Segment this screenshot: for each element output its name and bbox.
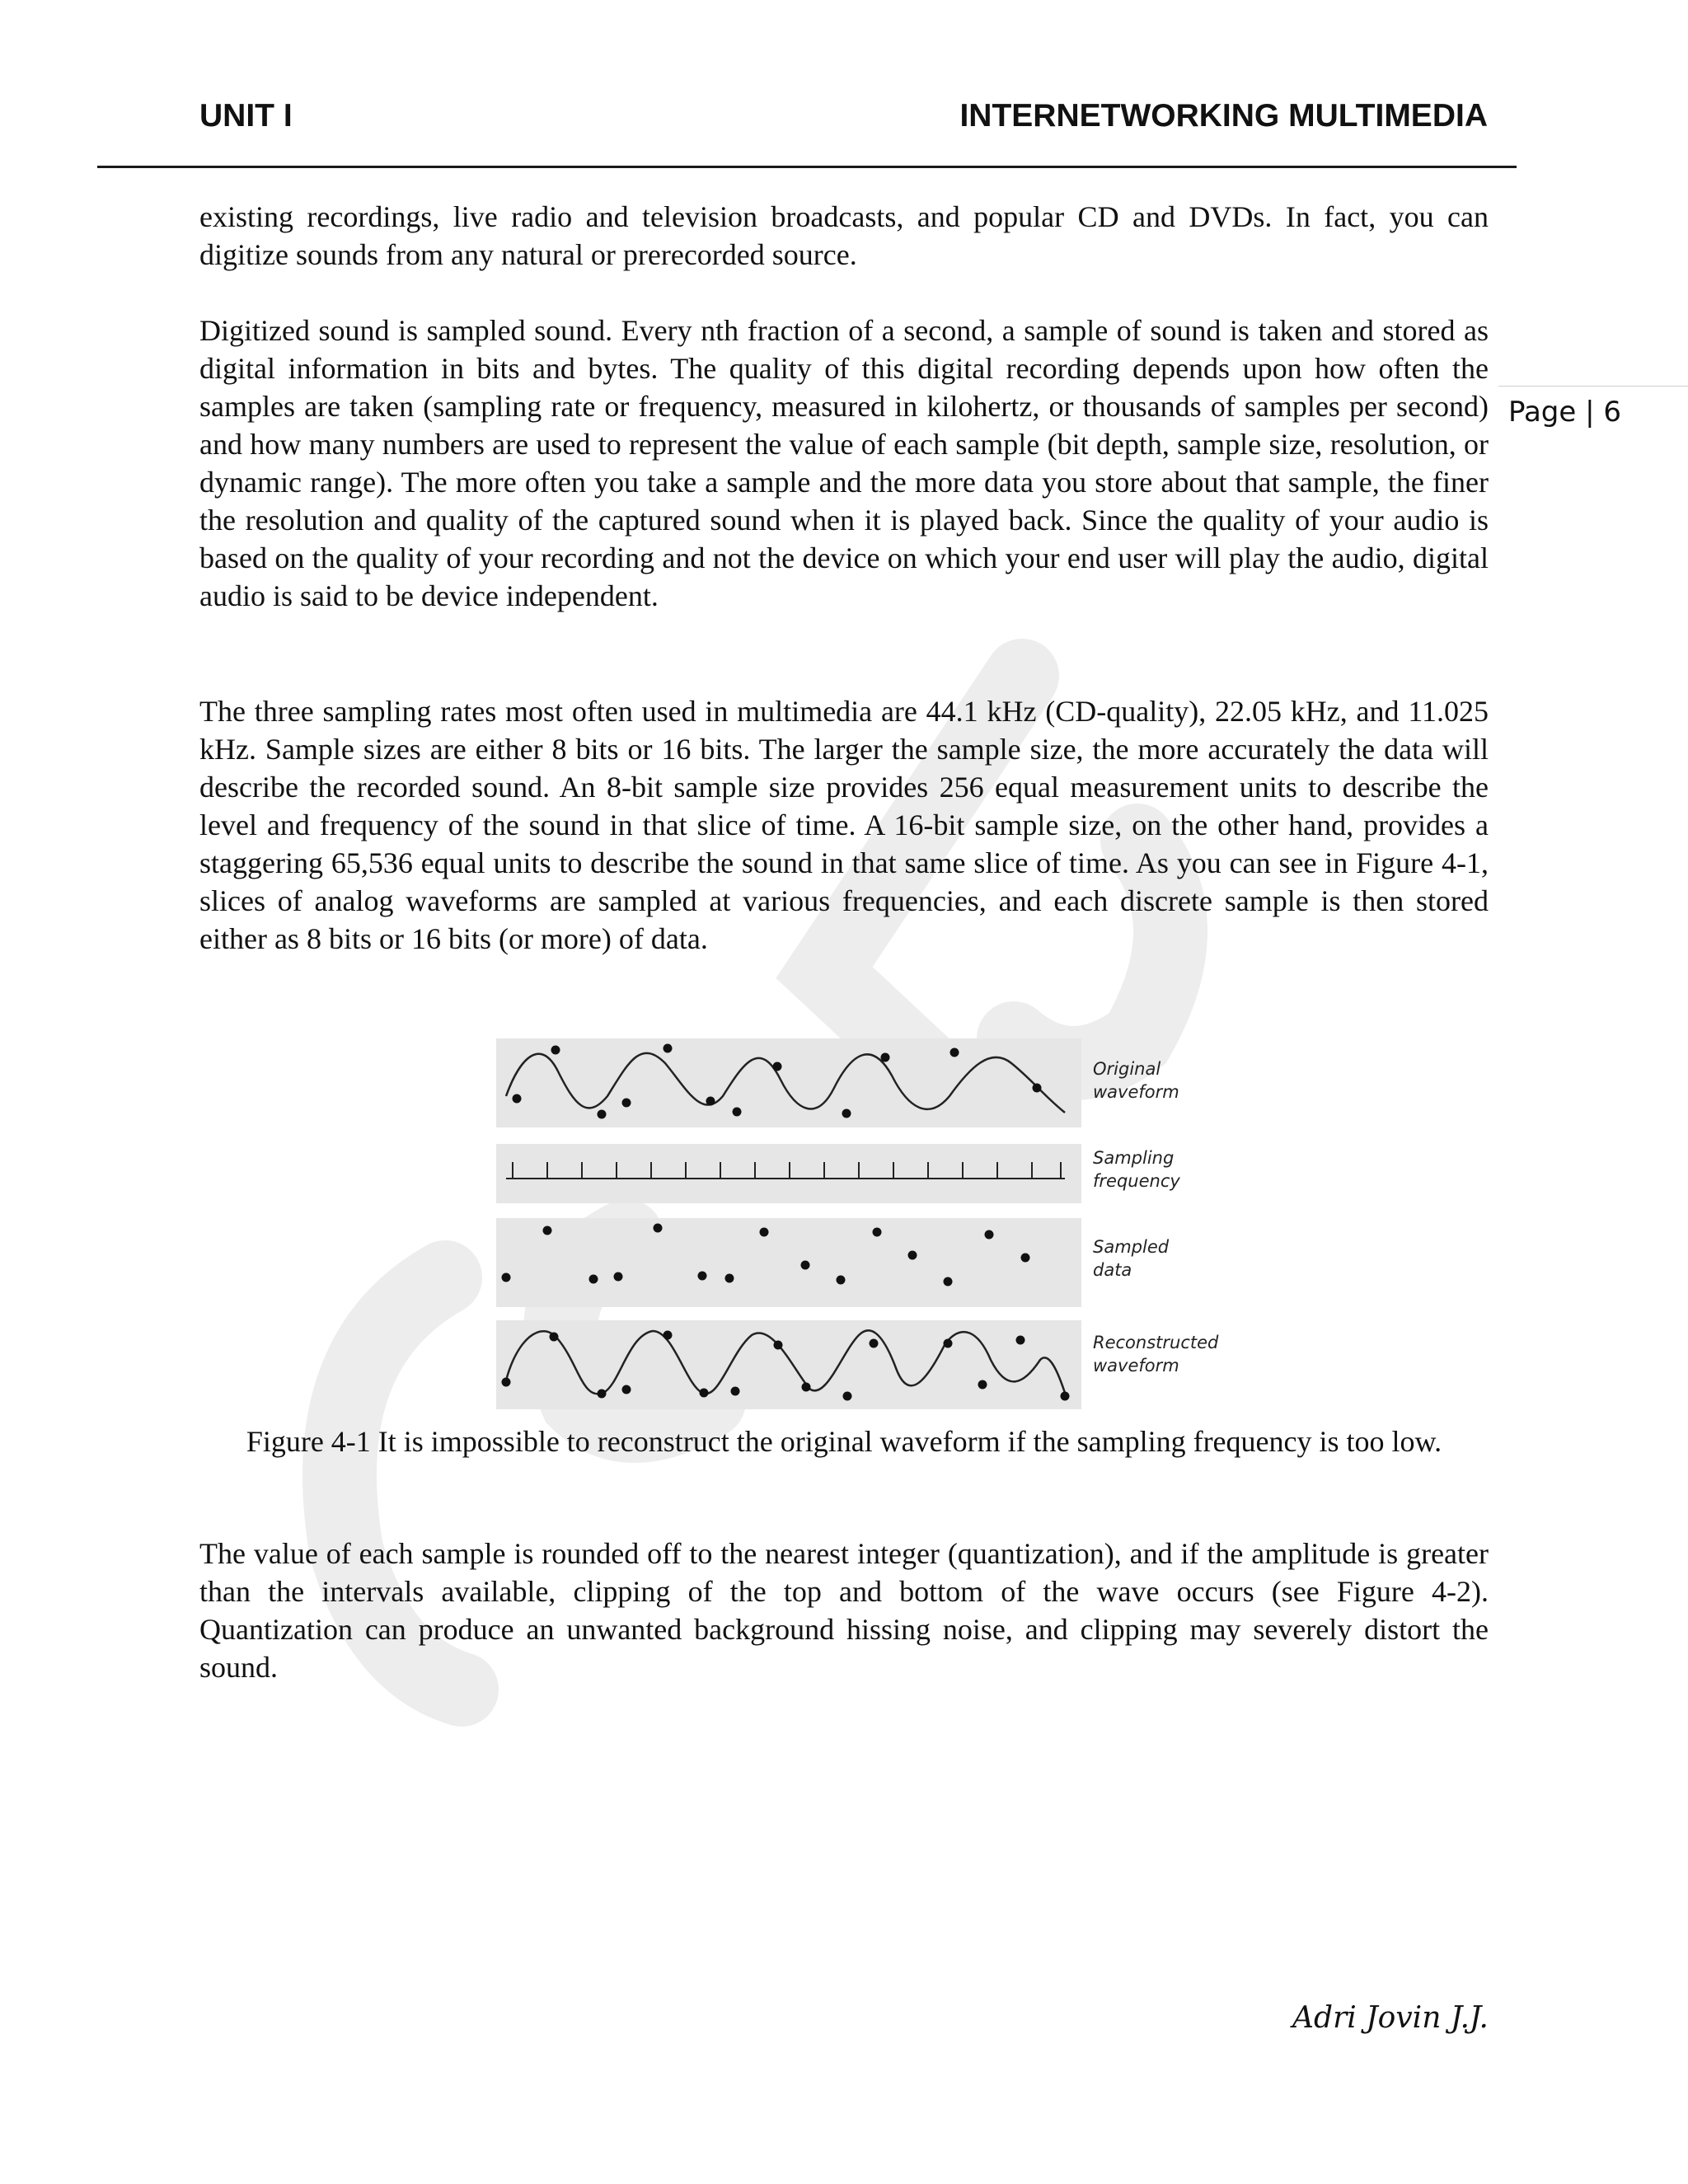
sampling-figure: [496, 1038, 1221, 1409]
page-number: Page | 6: [1508, 396, 1622, 429]
label-original-2: waveform: [1093, 1082, 1179, 1102]
figure-caption: Figure 4-1 It is impossible to reconstruct the original waveform if the sampling frequency is too low.: [246, 1425, 1442, 1458]
paragraph-2: Digitized sound is sampled sound. Every nth fraction of a second, a sample of sound is taken and stored as digital information in bits and bytes. The quality of this digital recording depends upon how often the samples are taken (sampling rate or frequency, measured in kilohertz, or thousands of samples per second) and how many numbers are used to represent the value of each sample (bit depth, sample size, resolution, or dynamic range). The more often you take a sample and the more data you store about that sample, the finer the resolution and quality of the captured sound when it is played back. Since the quality of your audio is based on the quality of your recording and not the device on which your end user will play the audio, digital audio is said to be device independent.: [199, 314, 1489, 612]
panel-original: [496, 1038, 1081, 1127]
paragraph-1: existing recordings, live radio and television broadcasts, and popular CD and DVDs. In fact, you can digitize sounds from any natural or prerecorded source.: [199, 200, 1489, 271]
label-original-1: Original: [1093, 1059, 1161, 1079]
panel-sampled: [496, 1218, 1081, 1307]
paragraph-4: The value of each sample is rounded off to the nearest integer (quantization), and if the amplitude is greater than the intervals available, clipping of the top and bottom of the wave occurs (see Figure 4-2). Quantization can produce an unwanted background hissing noise, and clipping may severely distort the sound.: [199, 1537, 1489, 1684]
label-sampling-2: frequency: [1093, 1171, 1180, 1191]
label-sampling-1: Sampling: [1093, 1148, 1175, 1168]
paragraph-3: The three sampling rates most often used in multimedia are 44.1 kHz (CD-quality), 22.05 kHz, and 11.025 kHz. Sample sizes are either 8 bits or 16 bits. The larger the sample size, the more accurately the data will describe the recorded sound. An 8-bit sample size provides 256 equal measurement units to describe the level and frequency of the sound in that slice of time. A 16-bit sample size, on the other hand, provides a staggering 65,536 equal units to describe the sound in that same slice of time. As you can see in Figure 4-1, slices of analog waveforms are sampled at various frequencies, and each discrete sample is then stored either as 8 bits or 16 bits (or more) of data.: [199, 695, 1489, 955]
label-sampled-1: Sampled: [1093, 1237, 1170, 1257]
header-unit: UNIT I: [199, 98, 293, 134]
author-signature: Adri Jovin J.J.: [1292, 2001, 1489, 2035]
label-sampled-2: data: [1093, 1260, 1132, 1280]
label-reconstructed-2: waveform: [1093, 1356, 1179, 1376]
label-reconstructed-1: Reconstructed: [1093, 1333, 1219, 1352]
header-divider: [97, 166, 1517, 168]
margin-divider: [1498, 386, 1688, 387]
header-subject: INTERNETWORKING MULTIMEDIA: [959, 98, 1488, 134]
